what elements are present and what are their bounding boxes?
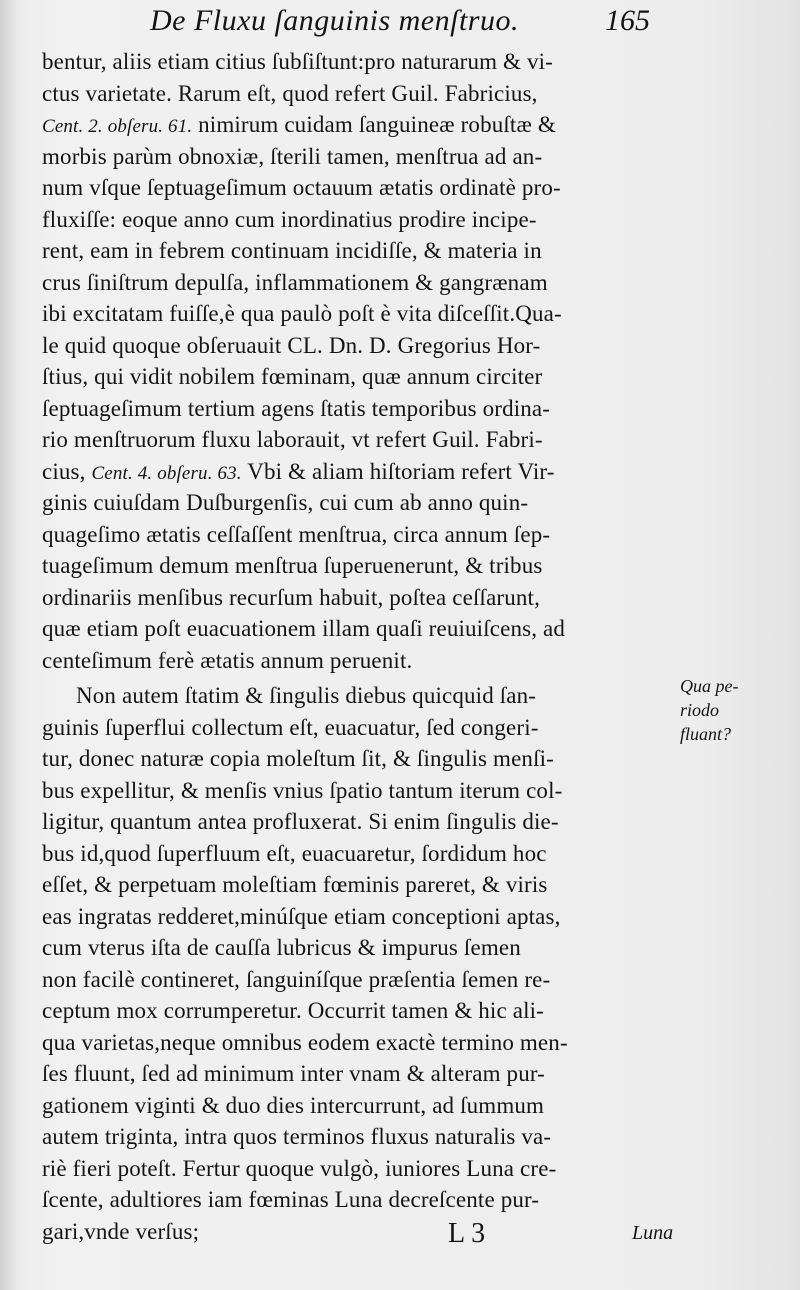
signature-mark: L 3 [448, 1218, 486, 1249]
body-text [42, 46, 672, 1247]
text-line: guinis ſuperflui collectum eſt, euacuatur, ſed congeri- [42, 714, 539, 740]
text-line: ginis cuiuſdam Duſburgenſis, cui cum ab anno quin- [42, 490, 529, 515]
text-line: bus id,quod ſuperfluum eſt, euacuaretur, ſordidum hoc [42, 840, 547, 866]
text-line: ſes fluunt, ſed ad minimum inter vnam & alteram pur- [42, 1061, 545, 1086]
margin-note [680, 674, 790, 746]
text-line: ceptum mox corrumperetur. Occurrit tamen & hic ali- [42, 998, 544, 1023]
text-line: gationem viginti & duo dies intercurrunt, ad ſummum [42, 1092, 545, 1118]
line-text: cius, [42, 458, 92, 484]
line-text: nimirum cuidam ſanguineæ robuſtæ & [192, 112, 556, 137]
text-line: centeſimum ferè ætatis annum peruenit. [42, 647, 413, 673]
citation-ref: Cent. 2. obſeru. 61. [42, 116, 193, 137]
text-line [42, 109, 672, 141]
text-line: qua varietas,neque omnibus eodem exactè termino men- [42, 1029, 568, 1055]
text-line: Non autem ſtatim & ſingulis diebus quicquid ſan- [76, 683, 537, 708]
margin-note-line: riodo [680, 700, 720, 720]
catchword: Luna [632, 1222, 674, 1244]
citation-ref: Cent. 4. obſeru. 63. [91, 462, 242, 484]
text-line: ibi excitatam fuiſſe,è qua paulò poſt è vita diſceſſit.Qua- [42, 301, 562, 326]
text-line: ſcente, adultiores iam fœminas Luna decreſcente pur- [42, 1187, 540, 1212]
text-line: ſeptuageſimum tertium agens ſtatis temporibus ordina- [42, 395, 551, 421]
text-line: crus ſiniſtrum depulſa, inflammationem & gangrænam [42, 269, 548, 295]
text-line: eas ingratas redderet,minúſque etiam conceptioni aptas, [42, 903, 561, 929]
text-line: bus expellitur, & menſis vnius ſpatio tantum iterum col- [42, 777, 563, 803]
running-title: De Fluxu ſanguinis menſtruo. [150, 4, 519, 37]
text-line: autem triginta, intra quos terminos fluxus naturalis va- [42, 1124, 552, 1149]
text-line: rio menſtruorum fluxu laborauit, vt refert Guil. Fabri- [42, 427, 543, 452]
text-line: tur, donec naturæ copia moleſtum ſit, & ſingulis menſi- [42, 746, 554, 771]
text-line: quæ etiam poſt euacuationem illam quaſi reuiuiſcens, ad [42, 616, 566, 641]
text-line: morbis parùm obnoxiæ, ſterili tamen, menſtrua ad an- [42, 143, 543, 169]
text-line: rent, eam in febrem continuam incidiſſe, & materia in [42, 238, 542, 263]
margin-note-line: Qua pe- [680, 676, 739, 696]
text-line: ſtius, qui vidit nobilem fœminam, quæ annum circiter [42, 364, 543, 389]
text-line: quageſimo ætatis ceſſaſſent menſtrua, circa annum ſep- [42, 521, 551, 547]
text-line: tuageſimum demum menſtrua ſuperuenerunt, & tribus [42, 553, 543, 578]
text-line: num vſque ſeptuageſimum octauum ætatis ordinatè pro- [42, 175, 561, 200]
text-line: ordinariis menſibus recurſum habuit, poſtea ceſſarunt, [42, 584, 540, 610]
text-line: cum vterus iſta de cauſſa lubricus & impurus ſemen [42, 935, 521, 960]
text-line: gari,vnde verſus; [42, 1218, 200, 1244]
text-line: riè fieri poteſt. Fertur quoque vulgò, iuniores Luna cre- [42, 1155, 557, 1181]
text-line: ctus varietate. Rarum eſt, quod refert Guil. Fabricius, [42, 80, 538, 106]
text-line: non facilè contineret, ſanguiníſque præſentia ſemen re- [42, 966, 551, 992]
text-line: fluxiſſe: eoque anno cum inordinatius prodire incipe- [42, 206, 537, 232]
text-line: le quid quoque obſeruauit CL. Dn. D. Gregorius Hor- [42, 332, 541, 358]
text-line: ligitur, quantum antea profluxerat. Si enim ſingulis die- [42, 809, 559, 834]
page-number: 165 [605, 4, 650, 37]
line-text: Vbi & aliam hiſtoriam refert Vir- [241, 458, 555, 484]
margin-note-line: fluant? [680, 724, 732, 744]
text-line [42, 456, 672, 488]
text-line: bentur, aliis etiam citius ſubſiſtunt:pro naturarum & vi- [42, 49, 553, 74]
text-line: eſſet, & perpetuam moleſtiam fœminis pareret, & viris [42, 872, 548, 897]
